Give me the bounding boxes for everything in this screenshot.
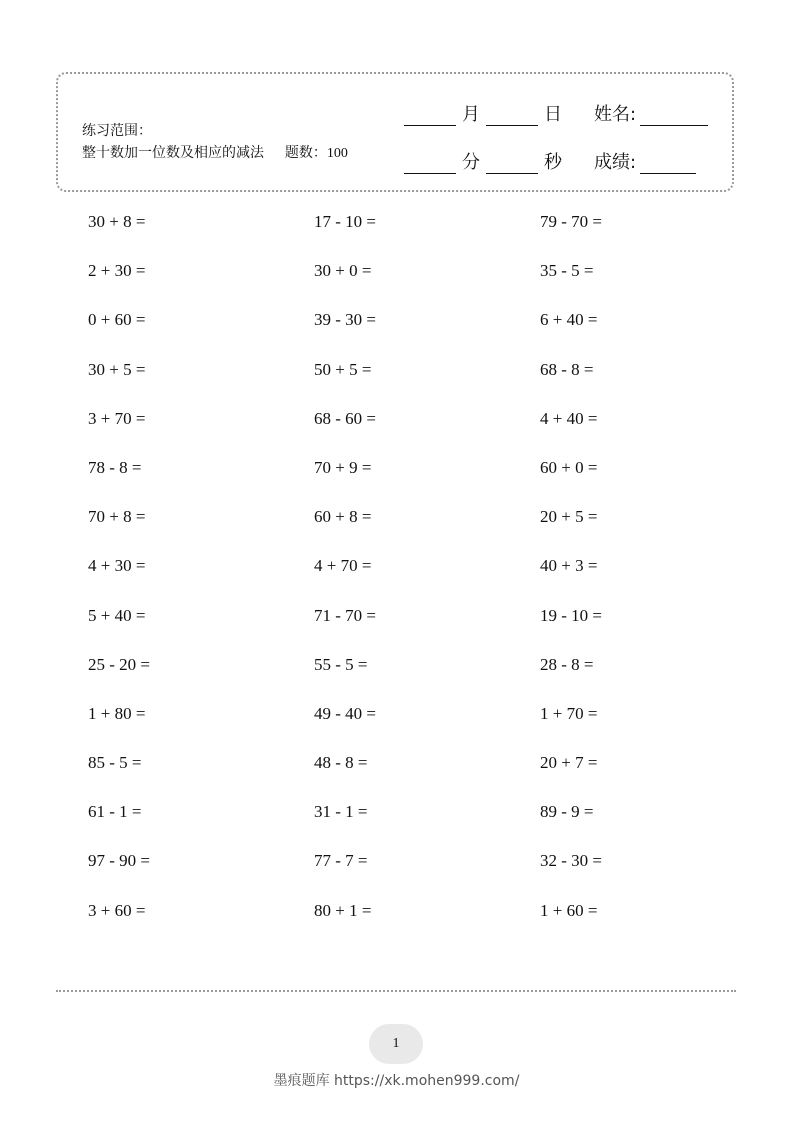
month-blank[interactable] bbox=[404, 107, 456, 126]
math-problem: 68 - 8 = bbox=[540, 359, 594, 379]
math-problem: 71 - 70 = bbox=[314, 605, 376, 625]
math-problem: 70 + 9 = bbox=[314, 457, 372, 477]
math-problem: 20 + 7 = bbox=[540, 753, 598, 773]
math-problem: 3 + 70 = bbox=[88, 408, 146, 428]
math-problem: 3 + 60 = bbox=[88, 900, 146, 920]
math-problem: 70 + 8 = bbox=[88, 507, 146, 527]
math-problem: 5 + 40 = bbox=[88, 605, 146, 625]
math-problem: 79 - 70 = bbox=[540, 212, 602, 231]
math-problem: 89 - 9 = bbox=[540, 802, 594, 822]
math-problem: 35 - 5 = bbox=[540, 261, 594, 281]
math-problem: 20 + 5 = bbox=[540, 507, 598, 527]
problem-count-label: 题数： bbox=[284, 145, 327, 161]
day-blank[interactable] bbox=[486, 107, 538, 126]
math-problem: 30 + 5 = bbox=[88, 359, 146, 379]
problem-grid bbox=[88, 212, 708, 952]
math-problem: 97 - 90 = bbox=[88, 851, 150, 871]
math-problem: 32 - 30 = bbox=[540, 851, 602, 871]
math-problem: 28 - 8 = bbox=[540, 654, 594, 674]
footer-text: 墨痕题库 https://xk.mohen999.com/ bbox=[273, 1073, 520, 1089]
math-problem: 4 + 40 = bbox=[540, 408, 598, 428]
name-label: 姓名: bbox=[594, 104, 637, 125]
math-problem: 17 - 10 = bbox=[314, 212, 376, 231]
score-blank[interactable] bbox=[640, 155, 696, 174]
math-problem: 78 - 8 = bbox=[88, 457, 142, 477]
math-problem: 55 - 5 = bbox=[314, 654, 368, 674]
math-problem: 60 + 8 = bbox=[314, 507, 372, 527]
math-problem: 39 - 30 = bbox=[314, 310, 376, 330]
score-label: 成绩: bbox=[594, 152, 637, 173]
math-problem: 6 + 40 = bbox=[540, 310, 598, 330]
math-problem: 48 - 8 = bbox=[314, 753, 368, 773]
practice-range-value: 整十数加一位数及相应的减法 bbox=[82, 145, 264, 161]
minute-blank[interactable] bbox=[404, 155, 456, 174]
math-problem: 85 - 5 = bbox=[88, 753, 142, 773]
bottom-divider bbox=[56, 990, 736, 992]
page-number: 1 bbox=[392, 1036, 400, 1051]
month-label: 月 bbox=[462, 104, 480, 125]
math-problem: 61 - 1 = bbox=[88, 802, 142, 822]
math-problem: 40 + 3 = bbox=[540, 556, 598, 576]
name-blank[interactable] bbox=[640, 107, 708, 126]
day-label: 日 bbox=[544, 104, 562, 125]
math-problem: 2 + 30 = bbox=[88, 261, 146, 281]
math-problem: 19 - 10 = bbox=[540, 605, 602, 625]
math-problem: 0 + 60 = bbox=[88, 310, 146, 330]
math-problem: 1 + 60 = bbox=[540, 900, 598, 920]
math-problem: 30 + 0 = bbox=[314, 261, 372, 281]
math-problem: 77 - 7 = bbox=[314, 851, 368, 871]
math-problem: 80 + 1 = bbox=[314, 900, 372, 920]
minute-label: 分 bbox=[462, 152, 480, 173]
math-problem: 49 - 40 = bbox=[314, 703, 376, 723]
problem-count-value: 100 bbox=[326, 146, 348, 161]
second-label: 秒 bbox=[544, 152, 562, 173]
worksheet-header bbox=[56, 72, 734, 192]
math-problem: 68 - 60 = bbox=[314, 408, 376, 428]
time-score-row bbox=[404, 148, 696, 174]
page-number-badge bbox=[369, 1024, 423, 1064]
math-problem: 31 - 1 = bbox=[314, 802, 368, 822]
math-problem: 1 + 70 = bbox=[540, 703, 598, 723]
practice-range-text bbox=[82, 142, 348, 162]
math-problem: 60 + 0 = bbox=[540, 457, 598, 477]
math-problem: 30 + 8 = bbox=[88, 212, 146, 231]
practice-range-label: 练习范围： bbox=[82, 123, 152, 139]
math-problem: 50 + 5 = bbox=[314, 359, 372, 379]
date-name-row bbox=[404, 100, 708, 126]
second-blank[interactable] bbox=[486, 155, 538, 174]
math-problem: 1 + 80 = bbox=[88, 703, 146, 723]
math-problem: 25 - 20 = bbox=[88, 654, 150, 674]
math-problem: 4 + 70 = bbox=[314, 556, 372, 576]
math-problem: 4 + 30 = bbox=[88, 556, 146, 576]
